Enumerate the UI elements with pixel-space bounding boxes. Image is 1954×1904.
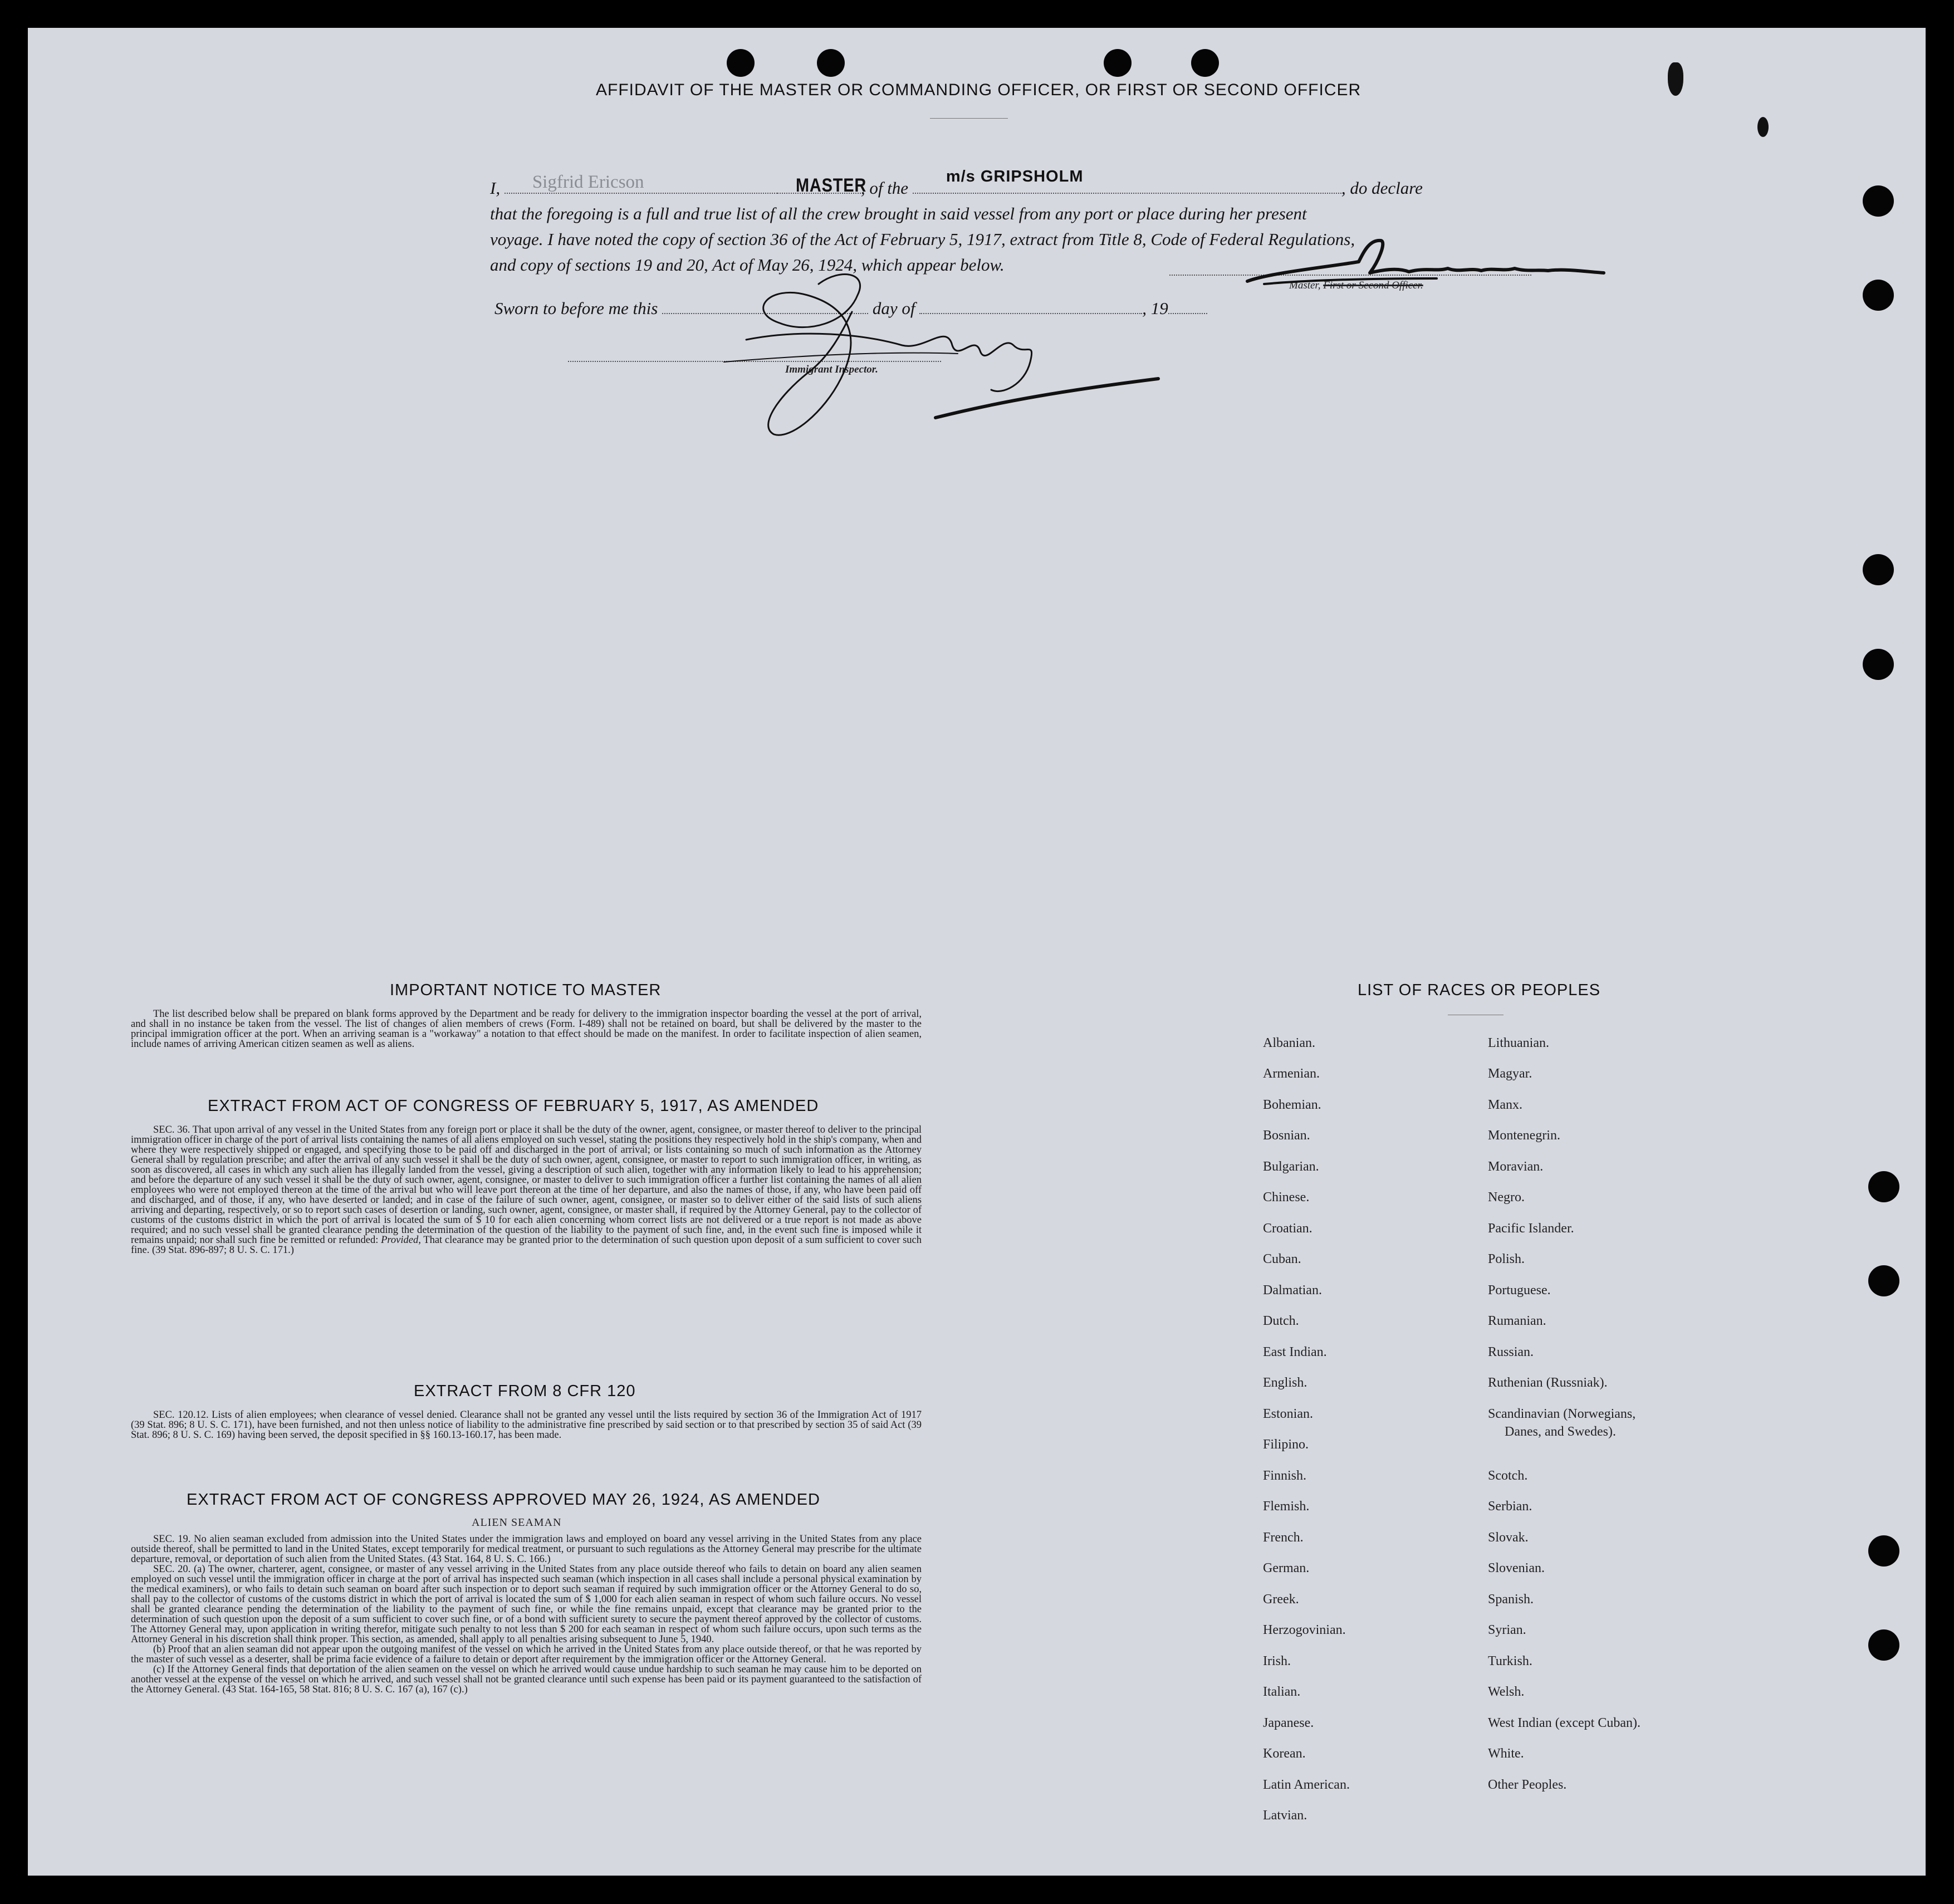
race-item: Lithuanian. (1488, 1036, 1549, 1050)
affidavit-title: AFFIDAVIT OF THE MASTER OR COMMANDING OFFICER, OR FIRST OR SECOND OFFICER (596, 81, 1362, 99)
race-item: Danes, and Swedes). (1505, 1425, 1616, 1439)
document-page (28, 28, 1926, 1876)
punch-hole (1104, 49, 1132, 77)
sec36-text-a: SEC. 36. That upon arrival of any vessel in the United States from any foreign port or place it shall be the duty of the owner, agent, consignee, or master thereof to deliver to the principal immigration officer in charge of the port of arrival lists containing the names of all aliens employed on such vessel, stating the positions they respectively hold in the ship's company, when and where they were respectively shipped or engaged, and specifying those to be paid off and discharged in the port of arrival; or lists containing so much of such information as the Attorney General shall by regulation prescribe; and after the arrival of any such vessel it shall be the duty of such owner, agent, consignee, or master to report to such immigration officer, in writing, as soon as discovered, all cases in which any such alien has illegally landed from the vessel, giving a description of such alien, together with any information likely to lead to his apprehension; and before the departure of any such vessel it shall be the duty of such owner, agent, consignee, or master to deliver to such immigration officer a further list containing the names of all alien employees who were not employed thereon at the time of the arrival but who will leave port thereon at the time of her departure, and also the names of those, if any, who have been paid off and discharged, and of those, if any, who have deserted or landed; and in case of the failure of such owner, agent, consignee, or master so to deliver either of the said lists of such aliens arriving and departing, respectively, or so to report such cases of desertion or landing, such owner, agent, consignee, or master shall, if required by the Attorney General, pay to the collector of customs of the customs district in which the port of arrival is located the sum of $ 10 for each alien concerning whom correct lists are not delivered or a true report is not made as above required; and no such vessel shall be granted clearance pending the determination of the question of the liability to the payment of such fine, and, in the event such fine is imposed while it remains unpaid; nor shall such fine be remitted or refunded: (131, 1124, 922, 1246)
race-item: East Indian. (1263, 1345, 1327, 1359)
race-item: Latvian. (1263, 1808, 1307, 1823)
sec120-paragraph: SEC. 120.12. Lists of alien employees; when clearance of vessel denied. Clearance shall not be granted any vessel until the lists required by section 36 of the Immigration Act of 1917 (39 Stat. 896; 8 U. S. C. 171), have been furnished, and not then unless notice of liability to the administrative fine prescribed by said section or to that prescribed by section 35 of said Act (39 Stat. 896; 8 U. S. C. 169) having been served, the deposit specified in §§ 160.13-160.17, has been made. (131, 1409, 922, 1441)
notice-text (131, 1009, 922, 1049)
name-field (505, 172, 866, 196)
sec36-provided: Provided, (381, 1235, 421, 1246)
punch-hole (1191, 49, 1219, 77)
race-item: German. (1263, 1561, 1310, 1575)
affidavit-line-1 (490, 168, 1545, 201)
affidavit-line-4: and copy of sections 19 and 20, Act of May 26, 1924, which appear below. (490, 255, 1005, 275)
race-item: Filipino. (1263, 1437, 1309, 1452)
race-item: Scandinavian (Norwegians, (1488, 1407, 1636, 1421)
vessel-field (913, 168, 1341, 194)
rank-value: MASTER (795, 175, 866, 196)
race-item: Bohemian. (1263, 1098, 1321, 1112)
race-item: Polish. (1488, 1252, 1525, 1266)
race-item: Flemish. (1263, 1499, 1310, 1514)
race-item: Turkish. (1488, 1654, 1532, 1668)
extract-cfr-title: EXTRACT FROM 8 CFR 120 (414, 1382, 636, 1400)
race-item: Italian. (1263, 1685, 1301, 1699)
year-prefix: , 19 (1142, 298, 1168, 318)
race-item: Spanish. (1488, 1592, 1534, 1607)
race-item: Russian. (1488, 1345, 1534, 1359)
sec20b-paragraph: (b) Proof that an alien seaman did not appear upon the outgoing manifest of the vessel on which he arrived in the United States from any place outside thereof, or that he was reported by the master of such vessel as a deserter, shall be prima facie evidence of a failure to detain or deport after requirement by the immigration officer or the Attorney General. (131, 1644, 922, 1665)
race-item: West Indian (except Cuban). (1488, 1716, 1640, 1730)
race-item: Rumanian. (1488, 1314, 1546, 1328)
extract-1924-title: EXTRACT FROM ACT OF CONGRESS APPROVED MAY 26, 1924, AS AMENDED (187, 1491, 820, 1509)
race-item: Irish. (1263, 1654, 1291, 1668)
punch-hole (727, 49, 755, 77)
master-caption-struck: First or Second Officer. (1323, 280, 1423, 291)
master-caption-prefix: Master, (1289, 280, 1321, 291)
title-rule (930, 118, 1008, 119)
master-signature (1214, 228, 1615, 306)
notice-paragraph: The list described below shall be prepared on blank forms approved by the Department and be ready for delivery to the immigration inspector boarding the vessel at the port of arrival, and shall in no instance be taken from the vessel. The list of changes of alien members of crews (Form. I-489) shall not be retained on board, but shall be delivered by the master to the principal immigration officer at the port. When an arriving seaman is a "workaway" a notation to that effect should be made on the manifest. In order to facilitate inspection of alien seamen, include names of arriving American citizen seamen as well as aliens. (131, 1009, 922, 1050)
race-item: Welsh. (1488, 1685, 1525, 1699)
extract-cfr-text (131, 1410, 922, 1440)
day-of-text: day of (872, 298, 915, 318)
punch-hole (817, 49, 845, 77)
affidavit-line-2: that the foregoing is a full and true list of all the crew brought in said vessel from any port or place during her present (490, 204, 1307, 223)
punch-hole (1868, 1171, 1899, 1202)
race-item: Slovenian. (1488, 1561, 1545, 1575)
race-item: Moravian. (1488, 1159, 1544, 1174)
sec19-paragraph: SEC. 19. No alien seaman excluded from admission into the United States under the immigration laws and employed on board any vessel arriving in the United States from any place outside thereof, shall be permitted to land in the United States, except temporarily for medical treatment, or pursuant to such regulations as the Attorney General may prescribe for the ultimate departure, removal, or deportation of such alien from the United States. (43 Stat. 164, 8 U. S. C. 166.) (131, 1534, 922, 1565)
inspector-signature (713, 251, 1175, 462)
sec36-text-b: That clearance may be granted prior to the determination of such question upon deposit of a sum sufficient to cover such fine. (39 Stat. 896-897; 8 U. S. C. 171.) (131, 1235, 922, 1256)
race-item: White. (1488, 1746, 1524, 1761)
race-item: Estonian. (1263, 1407, 1313, 1421)
race-item: French. (1263, 1530, 1304, 1545)
race-item: Chinese. (1263, 1190, 1310, 1205)
of-the-text: , of the (860, 178, 909, 198)
race-item: Syrian. (1488, 1623, 1526, 1637)
race-item: Korean. (1263, 1746, 1306, 1761)
notice-title: IMPORTANT NOTICE TO MASTER (390, 981, 662, 999)
race-item: English. (1263, 1376, 1307, 1390)
race-item: Greek. (1263, 1592, 1299, 1607)
vessel-value: m/s GRIPSHOLM (946, 168, 1084, 185)
race-item: Pacific Islander. (1488, 1221, 1574, 1236)
race-item: Manx. (1488, 1098, 1522, 1112)
i-prefix: I, (490, 178, 501, 198)
race-item: Herzogovinian. (1263, 1623, 1346, 1637)
race-item: Negro. (1488, 1190, 1525, 1205)
race-item: Armenian. (1263, 1066, 1320, 1081)
name-value: Sigfrid Ericson (532, 172, 644, 192)
race-item: Dalmatian. (1263, 1283, 1322, 1298)
race-item: Dutch. (1263, 1314, 1299, 1328)
race-item: Cuban. (1263, 1252, 1301, 1266)
punch-hole (1863, 185, 1894, 217)
sec20a-paragraph: SEC. 20. (a) The owner, charterer, agent, consignee, or master of any vessel arriving in the United States from any place outside thereof who fails to detain on board any alien seamen employed on such vessel until the immigration officer in charge at the port of arrival has inspected such seaman (which inspection in all cases shall include a personal physical examination by the medical examiners), or who fails to detain such seaman on board after such inspection or to deport such seaman if required by such immigration officer or the Attorney General to do so, shall pay to the collector of customs of the customs district in which the port of arrival is located the sum of $ 1,000 for each alien seaman in respect of whom such failure occurs. No vessel shall be granted clearance pending the determination of the liability to the payment of such fine, or while the fine remains unpaid, except that clearance may be granted prior to the determination of such question upon the deposit of a sum sufficient to cover such fine, or of a bond with sufficient surety to secure the payment thereof approved by the collector of customs. The Attorney General may, upon application in writing therefor, mitigate such penalty to not less than $ 200 for each seaman in respect of whom such failure occurs, upon such terms as the Attorney General in his discretion shall think proper. This section, as amended, shall apply to all penalties arising subsequent to June 5, 1940. (131, 1564, 922, 1645)
inspector-caption: Immigrant Inspector. (785, 364, 878, 375)
sec20c-paragraph: (c) If the Attorney General finds that deportation of the alien seamen on the vessel on which he arrived would cause undue hardship to such seaman he may cause him to be deported on another vessel at the expense of the vessel on which he arrived, and such vessel shall not be granted clearance until such expense has been paid or its payment guaranteed to the satisfaction of the Attorney General. (43 Stat. 164-165, 58 Stat. 816; 8 U. S. C. 167 (a), 167 (c).) (131, 1664, 922, 1695)
punch-hole (1868, 1265, 1899, 1296)
punch-hole (1868, 1629, 1899, 1661)
do-declare-text: , do declare (1341, 178, 1423, 198)
race-item: Albanian. (1263, 1036, 1315, 1050)
affidavit-line-3: voyage. I have noted the copy of section 36 of the Act of February 5, 1917, extract from Title 8, Code of Federal Regulations, (490, 229, 1355, 249)
race-item: Magyar. (1488, 1066, 1532, 1081)
punch-hole (1863, 649, 1894, 680)
race-item: Ruthenian (Russniak). (1488, 1376, 1608, 1390)
race-item: Bulgarian. (1263, 1159, 1319, 1174)
race-item: Japanese. (1263, 1716, 1314, 1730)
alien-seaman-subtitle: ALIEN SEAMAN (472, 1516, 562, 1529)
race-item: Serbian. (1488, 1499, 1532, 1514)
extract-1917-title: EXTRACT FROM ACT OF CONGRESS OF FEBRUARY 5, 1917, AS AMENDED (208, 1097, 819, 1115)
sworn-prefix: Sworn to before me this (494, 298, 658, 318)
race-item: Finnish. (1263, 1469, 1307, 1483)
race-item: Scotch. (1488, 1469, 1528, 1483)
punch-hole (1863, 280, 1894, 311)
race-item: Montenegrin. (1488, 1128, 1560, 1143)
race-item: Slovak. (1488, 1530, 1529, 1545)
punch-hole (1868, 1535, 1899, 1567)
races-title: LIST OF RACES OR PEOPLES (1358, 981, 1601, 999)
extract-1917-text (131, 1125, 922, 1255)
extract-1924-text (131, 1534, 922, 1695)
race-item: Croatian. (1263, 1221, 1313, 1236)
race-item: Other Peoples. (1488, 1778, 1567, 1792)
race-item: Bosnian. (1263, 1128, 1310, 1143)
ink-mark (1668, 62, 1683, 96)
sec36-paragraph (131, 1125, 922, 1255)
punch-hole (1863, 554, 1894, 585)
race-item: Portuguese. (1488, 1283, 1551, 1298)
ink-mark (1757, 117, 1769, 137)
race-item: Latin American. (1263, 1778, 1350, 1792)
